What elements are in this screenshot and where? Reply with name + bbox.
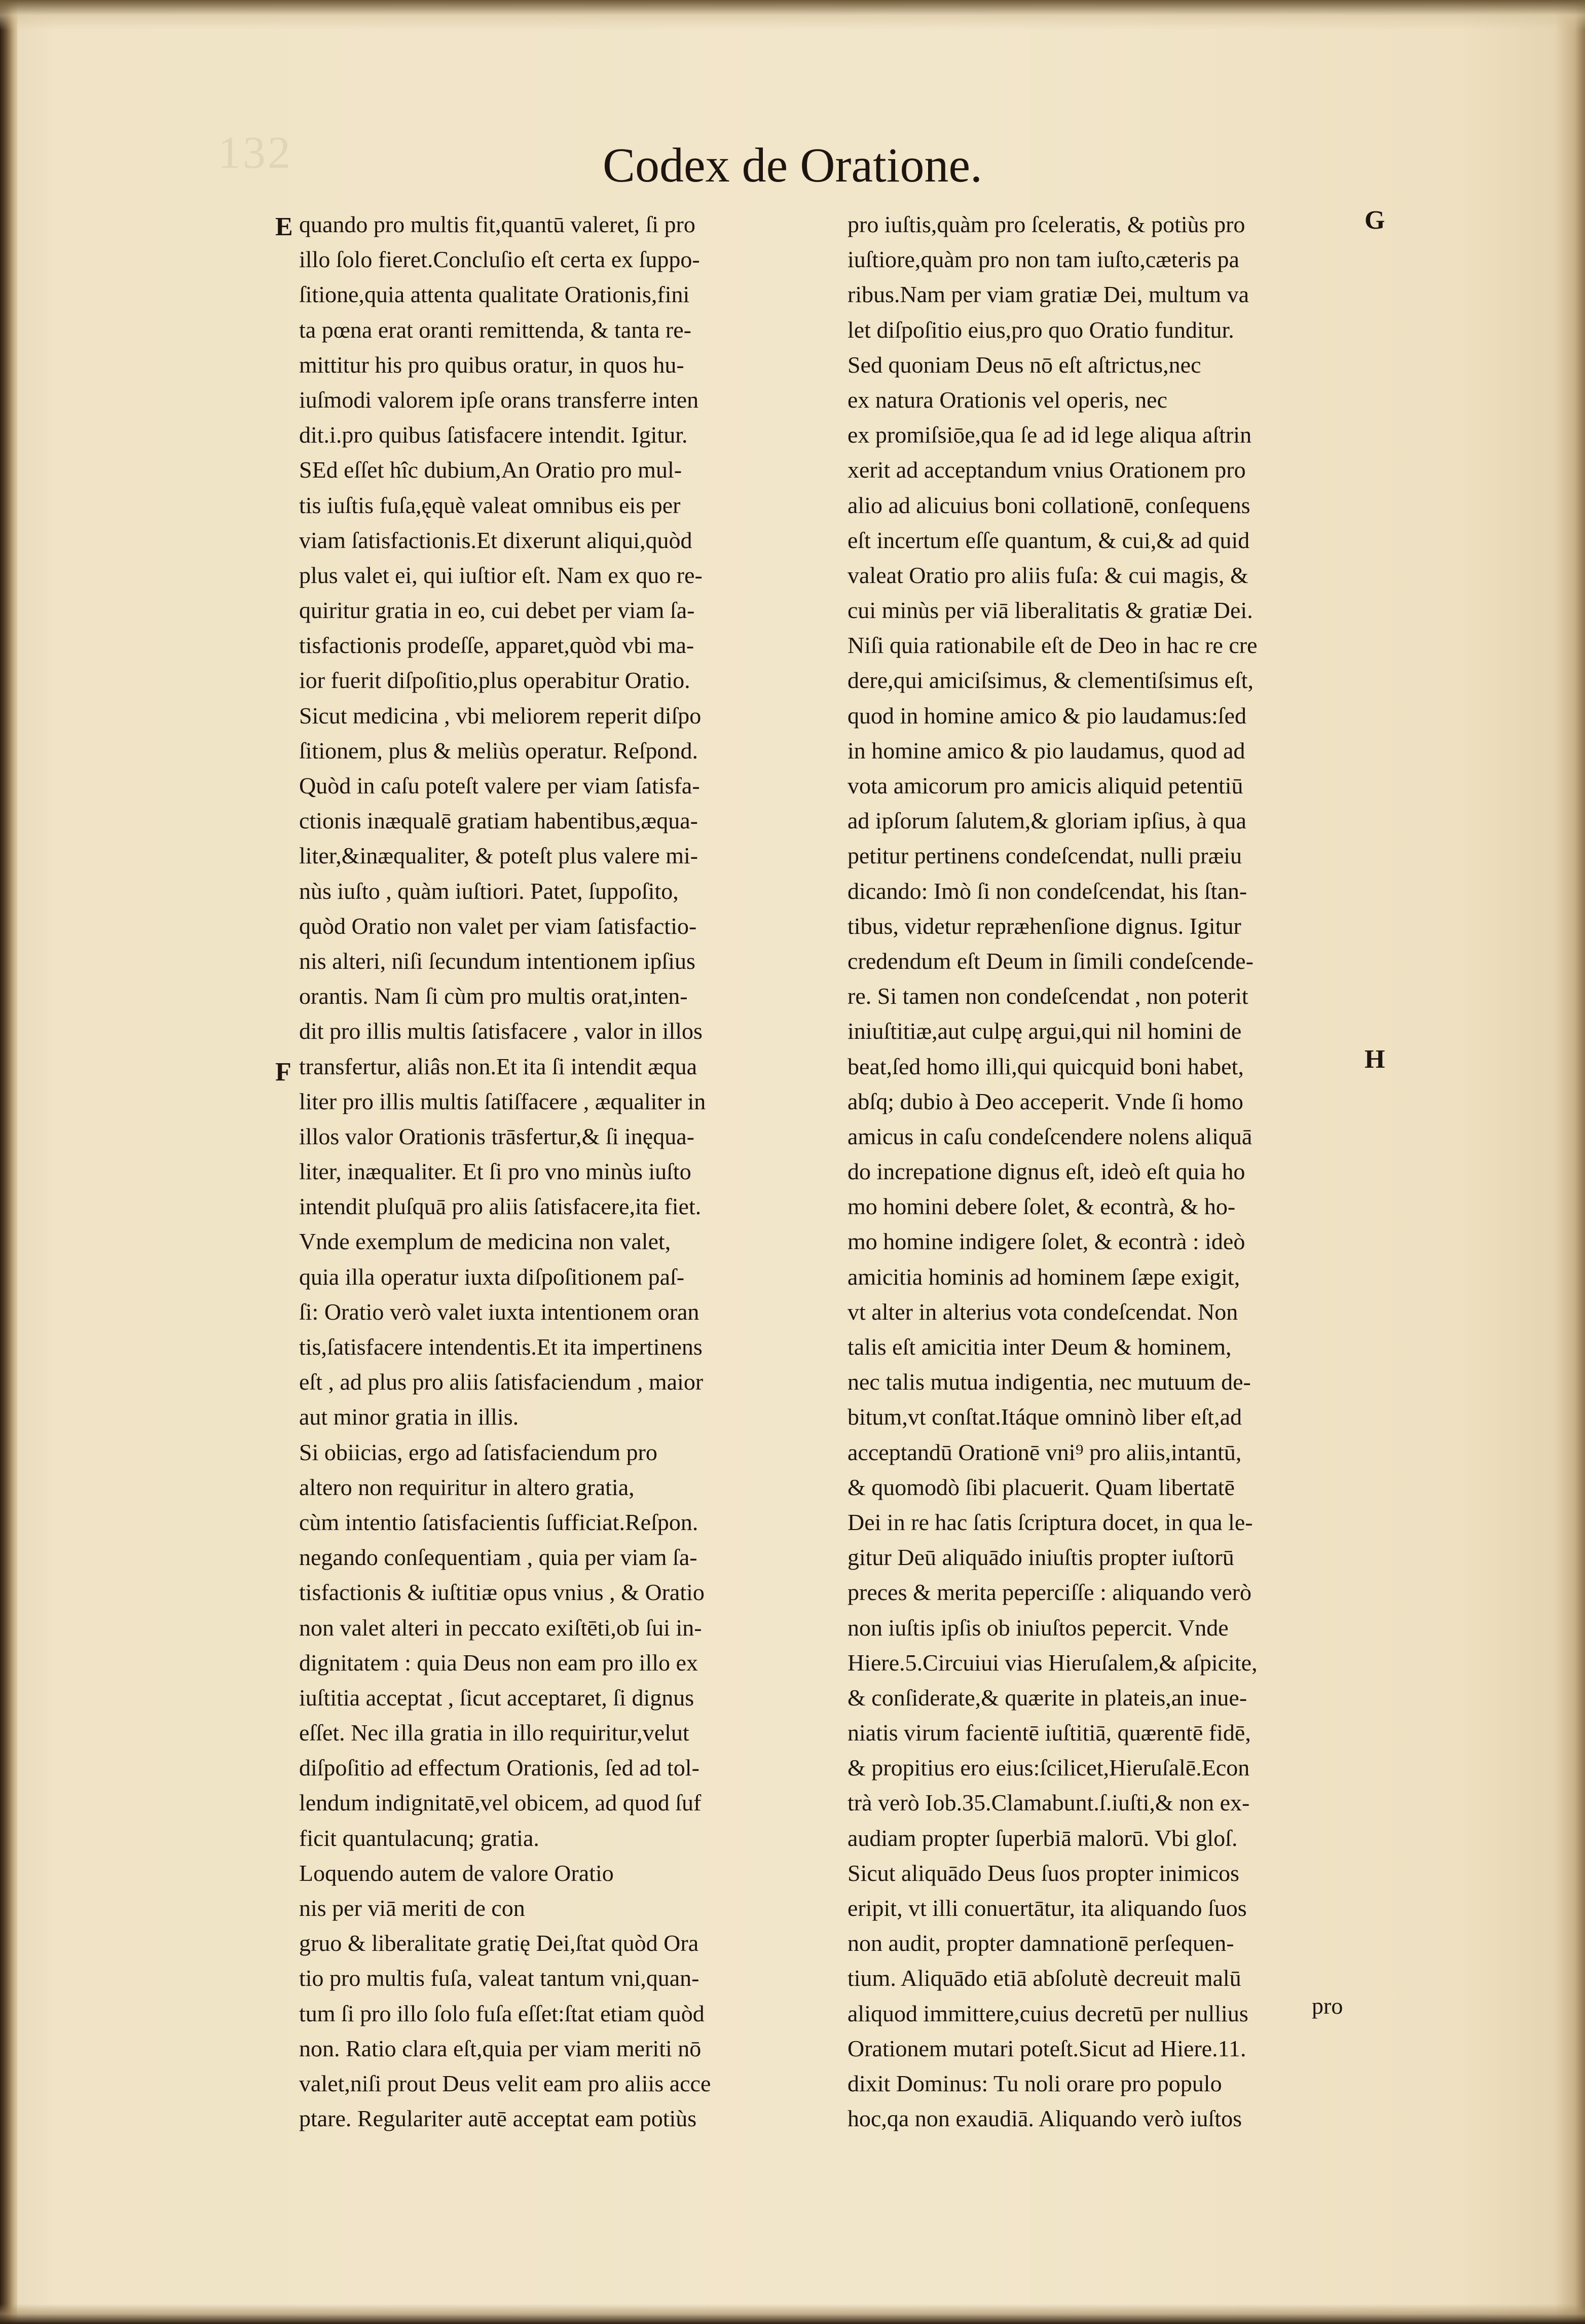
text-line: mittitur his pro quibus oratur, in quos hu- [299, 351, 684, 378]
text-line: ptare. Regulariter autē acceptat eam potiùs [299, 2105, 697, 2132]
text-line: amicus in caſu condeſcendere nolens aliquā [847, 1123, 1252, 1149]
text-line: Orationem mutari poteſt.Sicut ad Hiere.11. [847, 2035, 1246, 2061]
text-line: lendum indignitatē,vel obicem, ad quod ſuf [299, 1790, 702, 1816]
text-line: Sicut aliquādo Deus ſuos propter inimicos [847, 1860, 1239, 1886]
text-line: & conſiderate,& quærite in plateis,an inue- [847, 1684, 1247, 1711]
text-line: ſitione,quia attenta qualitate Orationis,fini [299, 281, 690, 308]
text-line: valeat Oratio pro aliis fuſa: & cui magis, & [847, 562, 1248, 588]
text-line: iuſtitia acceptat , ſicut acceptaret, ſi dignus [299, 1684, 694, 1711]
text-line: pro iuſtis,quàm pro ſceleratis, & potiùs pro [847, 211, 1245, 237]
text-line: liter, inæqualiter. Et ſi pro vno minùs iuſto [299, 1158, 691, 1185]
text-line: non valet alteri in peccato exiſtēti,ob ſui in- [299, 1614, 702, 1641]
text-line: dicando: Imò ſi non condeſcendat, his ſtan- [847, 878, 1247, 904]
text-line: nùs iuſto , quàm iuſtiori. Patet, ſuppoſito, [299, 878, 679, 904]
left-text-column [299, 207, 808, 2136]
text-line: acceptandū Orationē vni⁹ pro aliis,intantū, [847, 1439, 1242, 1465]
text-line: quòd Oratio non valet per viam ſatisfactio- [299, 913, 697, 939]
text-line: non. Ratio clara eſt,quia per viam meriti nō [299, 2035, 702, 2061]
page-edge-top [0, 0, 1585, 30]
text-line: amicitia hominis ad hominem ſæpe exigit, [847, 1263, 1240, 1290]
text-line: viam ſatisfactionis.Et dixerunt aliqui,quòd [299, 527, 692, 553]
text-line: ior fuerit diſpoſitio,plus operabitur Oratio. [299, 667, 690, 694]
text-line: orantis. Nam ſi cùm pro multis orat,inten- [299, 983, 688, 1009]
text-line: hoc,qa non exaudiā. Aliquando verò iuſtos [847, 2105, 1242, 2132]
text-line: quando pro multis fit,quantū valeret, ſi pro [299, 211, 695, 237]
text-line: negando conſequentiam , quia per viam ſa- [299, 1544, 697, 1571]
text-line: niatis virum facientē iuſtitiā, quærentē fidē, [847, 1720, 1251, 1746]
text-line: dixit Dominus: Tu noli orare pro populo [847, 2070, 1222, 2096]
text-line: tis,ſatisfacere intendentis.Et ita impertinens [299, 1334, 703, 1360]
text-line: tisfactionis & iuſtitiæ opus vnius , & Oratio [299, 1579, 705, 1606]
text-line: Sicut medicina , vbi meliorem reperit diſpo [299, 702, 702, 729]
show-through-page-number: 132 [218, 128, 292, 178]
text-line: tis iuſtis fuſa,ęquè valeat omnibus eis per [299, 492, 681, 518]
text-line: aut minor gratia in illis. [299, 1404, 519, 1430]
text-line: gitur Deū aliquādo iniuſtis propter iuſtorū [847, 1544, 1234, 1571]
text-line: cui minùs per viā liberalitatis & gratiæ Dei. [847, 597, 1253, 624]
text-line: gruo & liberalitate gratię Dei,ſtat quòd Ora [299, 1930, 699, 1956]
text-line: tum ſi pro illo ſolo fuſa eſſet:ſtat etiam quòd [299, 2000, 705, 2026]
text-line: quia illa operatur iuxta diſpoſitionem paſ- [299, 1263, 685, 1290]
text-line: ad ipſorum ſalutem,& gloriam ipſius, à qua [847, 808, 1246, 834]
text-line: diſpoſitio ad effectum Orationis, ſed ad tol- [299, 1755, 699, 1781]
text-line: non iuſtis ipſis ob iniuſtos pepercit. Vnde [847, 1614, 1229, 1641]
text-line: dere,qui amiciſsimus, & clementiſsimus eſt, [847, 667, 1254, 694]
text-line: iuſtiore,quàm pro non tam iuſto,cæteris pa [847, 246, 1239, 273]
text-line: ſitionem, plus & meliùs operatur. Reſpond. [299, 737, 698, 764]
text-line: SEd eſſet hîc dubium,An Oratio pro mul- [299, 457, 682, 483]
text-line: Hiere.5.Circuiui vias Hieruſalem,& aſpicite, [847, 1649, 1258, 1676]
page-edge-right [1555, 0, 1585, 2324]
text-line: in homine amico & pio laudamus, quod ad [847, 737, 1245, 764]
text-line: Quòd in caſu poteſt valere per viam ſatisfa- [299, 773, 700, 798]
text-line: transfertur, aliâs non.Et ita ſi intendit æqua [299, 1053, 697, 1079]
text-line: dignitatem : quia Deus non eam pro illo ex [299, 1649, 698, 1676]
text-line: xerit ad acceptandum vnius Orationem pro [847, 457, 1246, 483]
text-line: iniuſtitiæ,aut culpę argui,qui nil homini de [847, 1018, 1242, 1044]
text-line: do increpatione dignus eſt, ideò eſt quia ho [847, 1158, 1245, 1185]
text-line: nec talis mutua indigentia, nec mutuum de- [847, 1369, 1251, 1395]
text-line: dit.i.pro quibus ſatisfacere intendit. Igitur. [299, 422, 688, 448]
text-line: iuſmodi valorem ipſe orans transferre inten [299, 386, 699, 413]
text-line: abſq; dubio à Deo acceperit. Vnde ſi homo [847, 1088, 1243, 1114]
text-line: ex promiſsiōe,qua ſe ad id lege aliqua aſtrin [847, 422, 1252, 448]
margin-letter-g: G [1365, 206, 1385, 235]
margin-letter-f: F [275, 1058, 291, 1086]
text-line: & propitius ero eius:ſcilicet,Hieruſalē.Econ [847, 1755, 1250, 1781]
text-line: re. Si tamen non condeſcendat , non poterit [847, 983, 1248, 1009]
text-line: liter pro illis multis ſatiſfacere , æqualiter in [299, 1088, 706, 1114]
text-line: tio pro multis fuſa, valeat tantum vni,quan- [299, 1965, 699, 1991]
text-line: let diſpoſitio eius,pro quo Oratio funditur. [847, 316, 1234, 343]
text-line: ficit quantulacunq; gratia. [299, 1825, 539, 1851]
text-line: liter,&inæqualiter, & poteſt plus valere mi- [299, 843, 698, 869]
text-line: eripit, vt illi conuertātur, ita aliquando ſuos [847, 1895, 1247, 1921]
text-line: plus valet ei, qui iuſtior eſt. Nam ex quo re- [299, 562, 703, 588]
text-line: talis eſt amicitia inter Deum & hominem, [847, 1334, 1232, 1360]
text-line: Sed quoniam Deus nō eſt aſtrictus,nec [847, 351, 1201, 378]
text-line: & quomodò ſibi placuerit. Quam libertatē [847, 1474, 1235, 1500]
text-line: intendit pluſquā pro aliis ſatisfacere,ita fiet. [299, 1193, 702, 1220]
text-line: ctionis inæqualē gratiam habentibus,æqua- [299, 808, 698, 834]
text-line: tium. Aliquādo etiā abſolutè decreuit malū [847, 1965, 1241, 1991]
text-line: quod in homine amico & pio laudamus:ſed [847, 702, 1246, 729]
text-line: eſt , ad plus pro aliis ſatisfaciendum , maior [299, 1369, 704, 1395]
text-line: ta pœna erat oranti remittenda, & tanta re- [299, 316, 691, 343]
text-line: ſi: Oratio verò valet iuxta intentionem oran [299, 1298, 699, 1325]
text-line: illo ſolo fieret.Concluſio eſt certa ex ſuppo- [299, 246, 700, 273]
margin-letter-e: E [275, 212, 293, 241]
page-gutter [0, 0, 17, 2324]
text-line: mo homini debere ſolet, & econtrà, & ho- [847, 1193, 1236, 1220]
page-edge-bottom [0, 2304, 1585, 2324]
text-line: ex natura Orationis vel operis, nec [847, 386, 1167, 413]
text-line: mo homine indigere ſolet, & econtrà : ideò [847, 1228, 1245, 1255]
text-line: Dei in re hac ſatis ſcriptura docet, in qua le- [847, 1509, 1253, 1535]
text-line: nis alteri, niſi ſecundum intentionem ipſius [299, 948, 695, 974]
right-text-column [847, 207, 1357, 2136]
text-line: preces & merita peperciſſe : aliquando verò [847, 1579, 1251, 1606]
text-line: ribus.Nam per viam gratiæ Dei, multum va [847, 281, 1249, 308]
text-line: nis per viā meriti de con [299, 1895, 525, 1921]
catchword: pro [1312, 1993, 1343, 2019]
running-header: Codex de Oratione. [602, 138, 983, 192]
text-line: Si obiicias, ergo ad ſatisfaciendum pro [299, 1439, 657, 1465]
text-line: Vnde exemplum de medicina non valet, [299, 1228, 671, 1255]
text-line: trà verò Iob.35.Clamabunt.ſ.iuſti,& non ex- [847, 1790, 1250, 1816]
text-line: credendum eſt Deum in ſimili condeſcende- [847, 948, 1254, 974]
text-line: Loquendo autem de valore Oratio [299, 1860, 614, 1886]
text-line: eſſet. Nec illa gratia in illo requiritur,velut [299, 1720, 689, 1746]
text-line: Niſi quia rationabile eſt de Deo in hac re cre [847, 632, 1258, 659]
text-line: bitum,vt conſtat.Itáque omninò liber eſt,ad [847, 1404, 1242, 1430]
text-line: alio ad alicuius boni collationē, conſequens [847, 492, 1250, 518]
text-line: illos valor Orationis trāsfertur,& ſi inęqua- [299, 1123, 694, 1149]
text-line: tisfactionis prodeſſe, apparet,quòd vbi ma- [299, 632, 694, 659]
text-line: beat,ſed homo illi,qui quicquid boni habet, [847, 1053, 1244, 1079]
text-line: valet,niſi prout Deus velit eam pro aliis acce [299, 2070, 711, 2096]
text-line: cùm intentio ſatisfacientis ſufficiat.Reſpon. [299, 1509, 698, 1535]
text-line: non audit, propter damnationē perſequen- [847, 1930, 1234, 1956]
text-line: altero non requiritur in altero gratia, [299, 1474, 635, 1500]
text-line: audiam propter ſuperbiā malorū. Vbi gloſ. [847, 1825, 1238, 1851]
text-line: petitur pertinens condeſcendat, nulli præiu [847, 843, 1242, 869]
text-line: tibus, videtur repræhenſione dignus. Igitur [847, 913, 1241, 939]
text-line: quiritur gratia in eo, cui debet per viam ſa- [299, 597, 695, 624]
text-line: aliquod immittere,cuius decretū per nullius [847, 2000, 1248, 2026]
text-line: vt alter in alterius vota condeſcendat. Non [847, 1298, 1238, 1325]
text-line: eſt incertum eſſe quantum, & cui,& ad quid [847, 527, 1250, 553]
margin-letter-h: H [1365, 1045, 1385, 1074]
text-line: vota amicorum pro amicis aliquid petentiū [847, 773, 1243, 798]
text-line: dit pro illis multis ſatisfacere , valor in illos [299, 1018, 703, 1044]
